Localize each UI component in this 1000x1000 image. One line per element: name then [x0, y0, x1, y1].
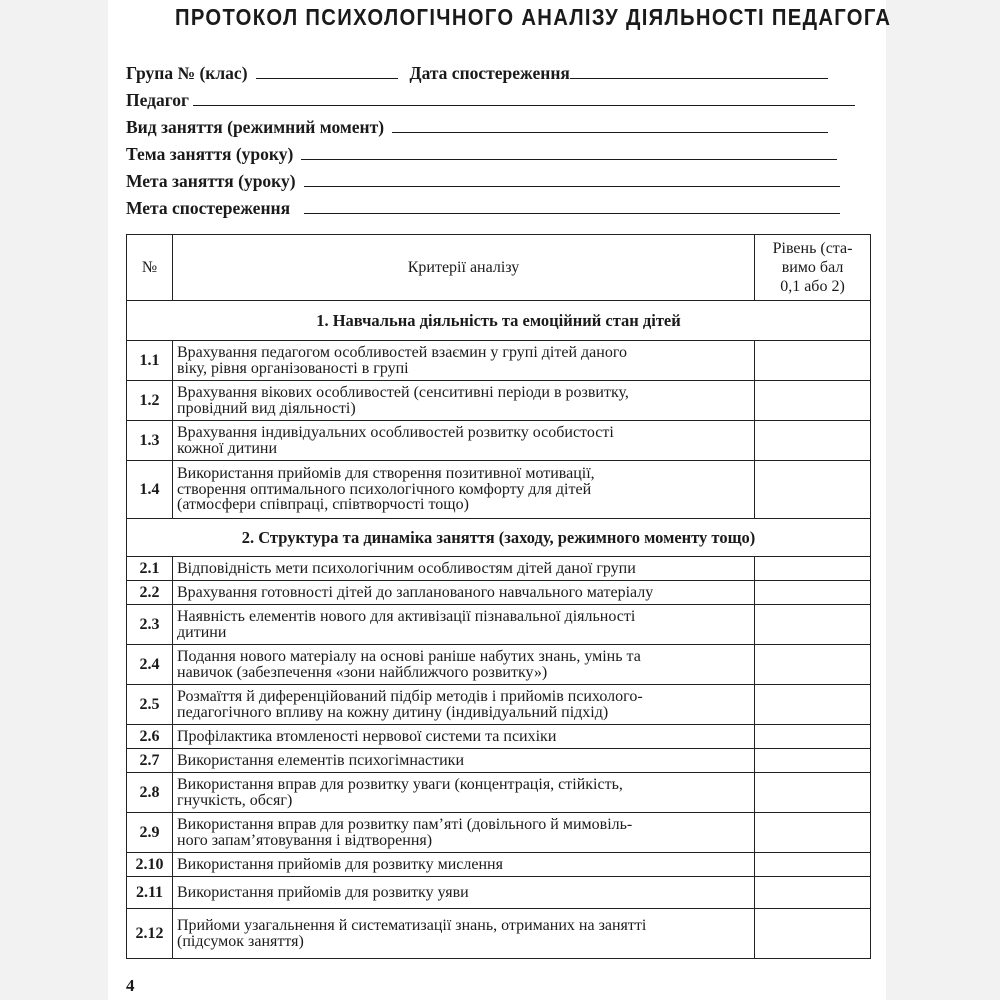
table-row [127, 381, 871, 421]
criterion-line: Врахування педагогом особливостей взаємин у групі дітей даного [177, 344, 627, 361]
row-number: 2.7 [127, 749, 173, 773]
score-cell[interactable] [755, 605, 871, 645]
table-row [127, 877, 871, 909]
criterion-line: Врахування вікових особливостей (сенситивні періоди в розвитку, [177, 384, 629, 401]
group-label: Група № (клас) [126, 63, 248, 83]
table-row [127, 749, 871, 773]
score-cell[interactable] [755, 645, 871, 685]
table-row [127, 421, 871, 461]
criterion-line: педагогічного впливу на кожну дитину (індивідуальний підхід) [177, 703, 609, 721]
score-cell[interactable] [755, 877, 871, 909]
row-criterion [173, 461, 755, 519]
table-row [127, 725, 871, 749]
topic-blank-line[interactable] [301, 158, 837, 160]
table-row [127, 581, 871, 605]
teacher-label: Педагог [126, 90, 189, 110]
header-level-line: вимо бал [781, 259, 844, 276]
row-number: 2.5 [127, 685, 173, 725]
row-number: 2.1 [127, 557, 173, 581]
table-row [127, 909, 871, 959]
goal-blank-line[interactable] [304, 185, 840, 187]
score-cell[interactable] [755, 909, 871, 959]
criterion-line: створення оптимального психологічного комфорту для дітей [177, 480, 592, 498]
row-criterion [173, 877, 755, 909]
activity-type-blank-line[interactable] [392, 131, 828, 133]
criterion-line: (підсумок заняття) [177, 932, 304, 950]
field-topic-row [126, 139, 837, 165]
criterion-line: Використання вправ для розвитку пам’яті (довільного й мимовіль- [177, 816, 633, 833]
field-observation-row [126, 193, 840, 219]
header-number: № [127, 235, 173, 301]
table-row [127, 645, 871, 685]
criterion-line: Використання елементів психогімнастики [177, 751, 465, 769]
observation-goal-blank-line[interactable] [304, 212, 840, 214]
criterion-line: Розмаїття й диференційований підбір методів і прийомів психолого- [177, 688, 643, 705]
table-row [127, 813, 871, 853]
row-criterion [173, 581, 755, 605]
table-row [127, 461, 871, 519]
score-cell[interactable] [755, 461, 871, 519]
criterion-line: Врахування готовності дітей до запланованого навчального матеріалу [177, 583, 654, 601]
score-cell[interactable] [755, 685, 871, 725]
section-title: 2. Структура та динаміка заняття (заходу, режимного моменту тощо) [127, 519, 871, 557]
criterion-line: віку, рівня організованості в групі [177, 359, 409, 377]
section-title: 1. Навчальна діяльність та емоційний стан дітей [127, 301, 871, 341]
teacher-blank-line[interactable] [193, 104, 855, 106]
row-number: 2.8 [127, 773, 173, 813]
row-criterion [173, 421, 755, 461]
row-criterion [173, 645, 755, 685]
criterion-line: кожної дитини [177, 439, 278, 457]
score-cell[interactable] [755, 725, 871, 749]
activity-type-label: Вид заняття (режимний момент) [126, 117, 385, 137]
field-goal-row [126, 166, 840, 192]
row-number: 2.9 [127, 813, 173, 853]
criterion-line: Врахування індивідуальних особливостей розвитку особистості [177, 424, 614, 441]
row-criterion [173, 685, 755, 725]
row-number: 2.4 [127, 645, 173, 685]
table-row [127, 685, 871, 725]
row-number: 1.1 [127, 341, 173, 381]
section-row [127, 301, 871, 341]
score-cell[interactable] [755, 853, 871, 877]
row-criterion [173, 381, 755, 421]
date-blank-line[interactable] [570, 77, 828, 79]
table-row [127, 557, 871, 581]
row-criterion [173, 341, 755, 381]
document-title: ПРОТОКОЛ ПСИХОЛОГІЧНОГО АНАЛІЗУ ДІЯЛЬНОСТІ ПЕДАГОГА [175, 4, 892, 30]
score-cell[interactable] [755, 381, 871, 421]
criterion-line: Відповідність мети психологічним особливостям дітей даної групи [177, 559, 636, 577]
score-cell[interactable] [755, 341, 871, 381]
row-criterion [173, 605, 755, 645]
header-criteria: Критерії аналізу [173, 235, 755, 301]
row-criterion [173, 909, 755, 959]
header-level-line: Рівень (ста- [772, 240, 853, 257]
row-criterion [173, 813, 755, 853]
criterion-line: ного запам’ятовування і відтворення) [177, 831, 433, 849]
criterion-line: гнучкість, обсяг) [177, 791, 293, 809]
score-cell[interactable] [755, 581, 871, 605]
row-criterion [173, 725, 755, 749]
row-number: 2.12 [127, 909, 173, 959]
field-teacher-row [126, 85, 855, 111]
row-number: 2.11 [127, 877, 173, 909]
criterion-line: Використання вправ для розвитку уваги (концентрація, стійкість, [177, 776, 623, 793]
page-number: 4 [126, 976, 135, 995]
field-activity-row [126, 112, 828, 138]
table-row [127, 853, 871, 877]
table-header-row [127, 235, 871, 301]
row-number: 1.4 [127, 461, 173, 519]
score-cell[interactable] [755, 813, 871, 853]
criterion-line: (атмосфери співпраці, співтворчості тощо) [177, 496, 469, 514]
criterion-line: провідний вид діяльності) [177, 399, 356, 417]
goal-label: Мета заняття (уроку) [126, 171, 296, 191]
row-criterion [173, 853, 755, 877]
row-number: 2.3 [127, 605, 173, 645]
observation-goal-label: Мета спостереження [126, 198, 291, 218]
row-criterion [173, 773, 755, 813]
header-level [755, 235, 871, 301]
criterion-line: навичок (забезпечення «зони найближчого розвитку») [177, 663, 548, 681]
criterion-line: Наявність елементів нового для активізації пізнавальної діяльності [177, 608, 636, 625]
row-criterion [173, 749, 755, 773]
criterion-line: Профілактика втомленості нервової системи та психіки [177, 727, 557, 745]
topic-label: Тема заняття (уроку) [126, 144, 294, 164]
header-level-line: 0,1 або 2) [780, 278, 845, 295]
criterion-line: дитини [177, 623, 227, 641]
row-number: 2.2 [127, 581, 173, 605]
table-row [127, 341, 871, 381]
row-number: 2.10 [127, 853, 173, 877]
row-number: 1.2 [127, 381, 173, 421]
criterion-line: Подання нового матеріалу на основі раніше набутих знань, умінь та [177, 648, 641, 665]
table-row [127, 605, 871, 645]
table-row [127, 773, 871, 813]
group-blank-line[interactable] [256, 77, 398, 79]
field-group-date-row [126, 58, 828, 84]
date-label: Дата спостереження [409, 63, 570, 83]
score-cell[interactable] [755, 749, 871, 773]
criterion-line: Прийоми узагальнення й систематизації знань, отриманих на занятті [177, 917, 647, 934]
row-number: 1.3 [127, 421, 173, 461]
criterion-line: Використання прийомів для створення позитивної мотивації, [177, 465, 595, 483]
analysis-table [126, 234, 871, 959]
score-cell[interactable] [755, 773, 871, 813]
row-criterion [173, 557, 755, 581]
score-cell[interactable] [755, 421, 871, 461]
score-cell[interactable] [755, 557, 871, 581]
row-number: 2.6 [127, 725, 173, 749]
criterion-line: Використання прийомів для розвитку уяви [177, 883, 469, 901]
section-row [127, 519, 871, 557]
criterion-line: Використання прийомів для розвитку мислення [177, 855, 503, 873]
